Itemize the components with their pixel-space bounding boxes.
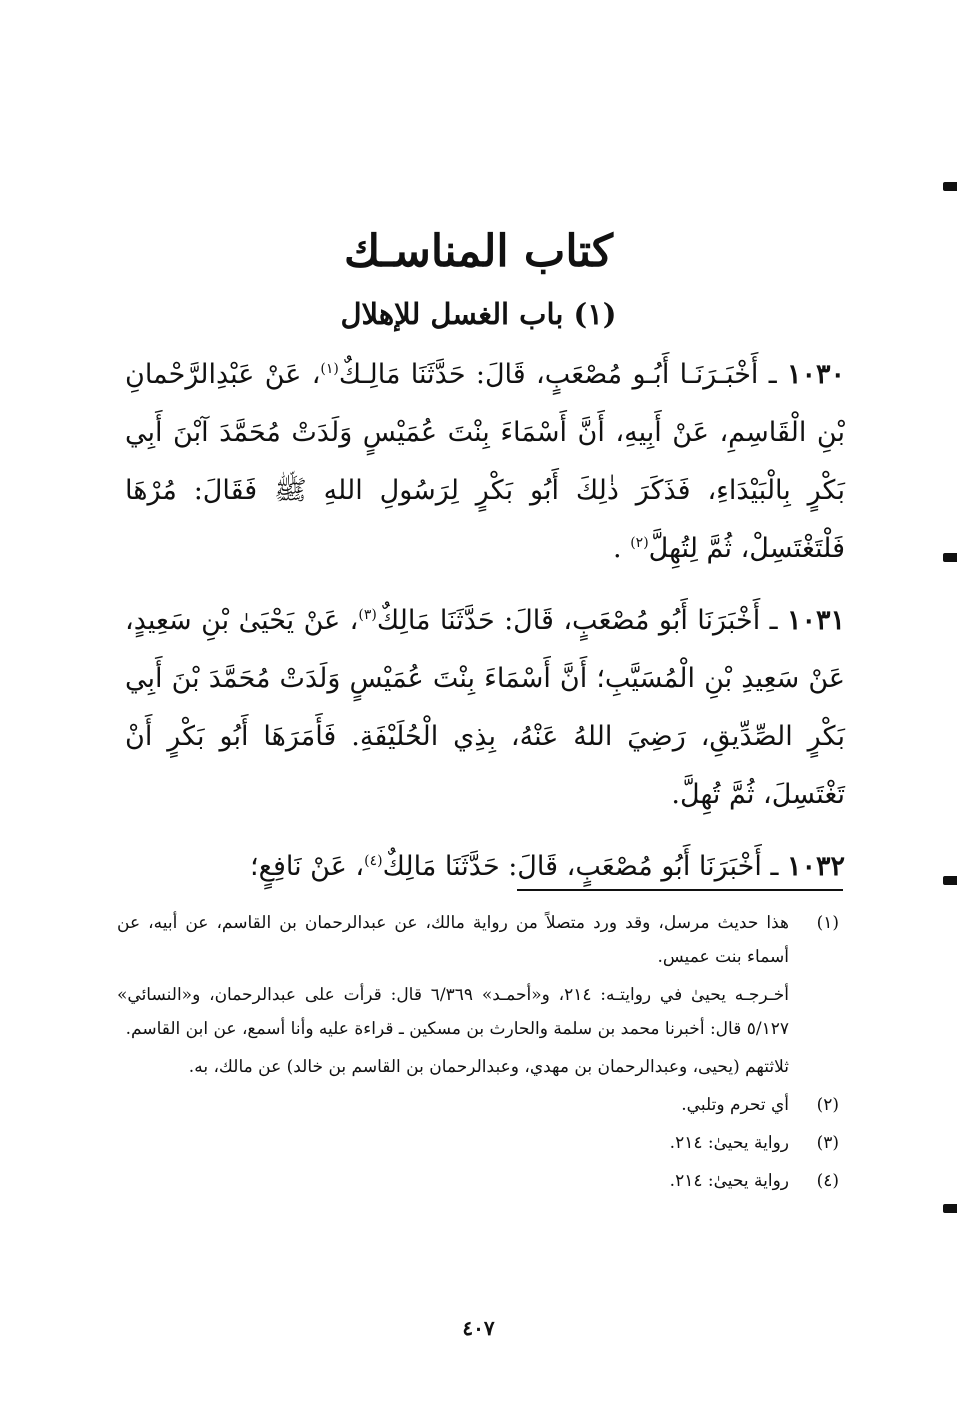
hadith-dash: ـ — [760, 605, 778, 636]
hadith-number: ١٠٣١ — [786, 605, 845, 636]
book-title: كتاب المناسـك — [344, 226, 613, 277]
hadith-text: أَخْبَرَنَا أَبُو مُصْعَبٍ، قَالَ: حَدَّثَنَا مَالِكٌ — [382, 851, 762, 882]
footnote-body — [117, 906, 789, 1088]
hadith-1032 — [125, 838, 845, 896]
footnote-paragraph: أخـرجـه يحيىٰ في روايتـه: ٢١٤، و«أحمـد» ٦/٣٦٩ قال: قرأت على عبدالرحمان، و«النسائي» ٥/١٢٧ قال: أخبرنا محمد بن سلمة والحارث بن مسكين ـ قراءة عليه وأنا أسمع، عن ابن القاسم. — [117, 985, 789, 1039]
hadith-1031 — [125, 592, 845, 824]
footnote-1 — [117, 906, 839, 1088]
footnote-ref[interactable]: (٢) — [630, 535, 649, 551]
footnote-body — [117, 1088, 789, 1126]
footnote-paragraph: أي تحرم وتلبي. — [681, 1095, 789, 1115]
chapter-title: (١) باب الغسل للإهلال — [340, 297, 617, 331]
footnote-ref[interactable]: (١) — [320, 361, 339, 377]
hadith-number: ١٠٣٢ — [786, 851, 845, 882]
hadith-dash: ـ — [758, 359, 777, 390]
footnote-paragraph: رواية يحيىٰ: ٢١٤. — [669, 1133, 789, 1153]
footnotes — [117, 906, 839, 1202]
footnote-ref[interactable]: (٣) — [358, 607, 377, 623]
footnote-divider — [517, 889, 843, 891]
footnote-paragraph: رواية يحيىٰ: ٢١٤. — [669, 1171, 789, 1191]
footnote-marker: (٤) — [816, 1171, 839, 1191]
scan-edge-mark — [943, 876, 957, 885]
hadith-dash: ـ — [761, 851, 779, 882]
hadith-text: أَخْبَـرَنَـا أَبُـو مُصْعَبٍ، قَالَ: حَدَّثَنَا مَالِـكٌ — [338, 359, 759, 390]
footnote-marker: (٢) — [816, 1095, 839, 1115]
hadith-text: . — [613, 533, 631, 564]
footnote-ref[interactable]: (٤) — [364, 853, 383, 869]
scan-edge-mark — [943, 553, 957, 562]
footnote-marker: (٣) — [816, 1133, 839, 1153]
footnote-4 — [117, 1164, 839, 1202]
scan-edge-mark — [943, 182, 957, 191]
hadith-text: ، عَنْ نَافِعٍ؛ — [250, 851, 365, 882]
hadith-number: ١٠٣٠ — [786, 359, 845, 390]
scan-edge-mark — [943, 1204, 957, 1213]
hadith-text: أَخْبَرَنَا أَبُو مُصْعَبٍ، قَالَ: حَدَّثَنَا مَالِكٌ — [376, 605, 761, 636]
footnote-2 — [117, 1088, 839, 1126]
footnote-3 — [117, 1126, 839, 1164]
hadith-text: ، عَنْ يَحْيَىٰ بْنِ سَعِيدٍ، عَنْ سَعِيدِ بْنِ الْمُسَيَّبِ؛ أَنَّ أَسْمَاءَ بِنْتَ عُمَيْسٍ وَلَدَتْ مُحَمَّدَ بْنَ أَبِي بَكْرٍ الصِّدِّيقِ، رَضِيَ اللهُ عَنْهُ، بِذِي الْحُلَيْفَةِ. فَأَمَرَهَا أَبُو بَكْرٍ أَنْ تَغْتَسِلَ، ثُمَّ تُهِلَّ. — [125, 605, 845, 810]
page-number: ٤٠٧ — [462, 1316, 495, 1340]
footnote-body — [117, 1164, 789, 1202]
footnote-marker: (١) — [816, 913, 839, 933]
hadith-1030 — [125, 346, 845, 578]
footnote-paragraph: ثلاثتهم (يحيى، وعبدالرحمان بن مهدي، وعبدالرحمان بن القاسم بن خالد) عن مالك، به. — [188, 1057, 789, 1077]
footnote-paragraph: هذا حديث مرسل، وقد ورد متصلاً من رواية مالك، عن عبدالرحمان بن القاسم، عن أبيه، عن أسماء بنت عميس. — [117, 913, 789, 967]
hadith-text: ، عَنْ عَبْدِالرَّحْمانِ بْنِ الْقَاسِمِ، عَنْ أَبِيهِ، أَنَّ أَسْمَاءَ بِنْتَ عُمَيْسٍ وَلَدَتْ مُحَمَّدَ آبْنَ أَبِي بَكْرٍ بِالْبَيْدَاءِ، فَذَكَرَ ذٰلِكَ أَبُو بَكْرٍ لِرَسُولِ اللهِ ﷺ فَقَالَ: مُرْهَا فَلْتَغْتَسِلْ، ثُمَّ لِتُهِلَّ — [125, 359, 845, 564]
main-text — [125, 346, 845, 910]
footnote-body — [117, 1126, 789, 1164]
